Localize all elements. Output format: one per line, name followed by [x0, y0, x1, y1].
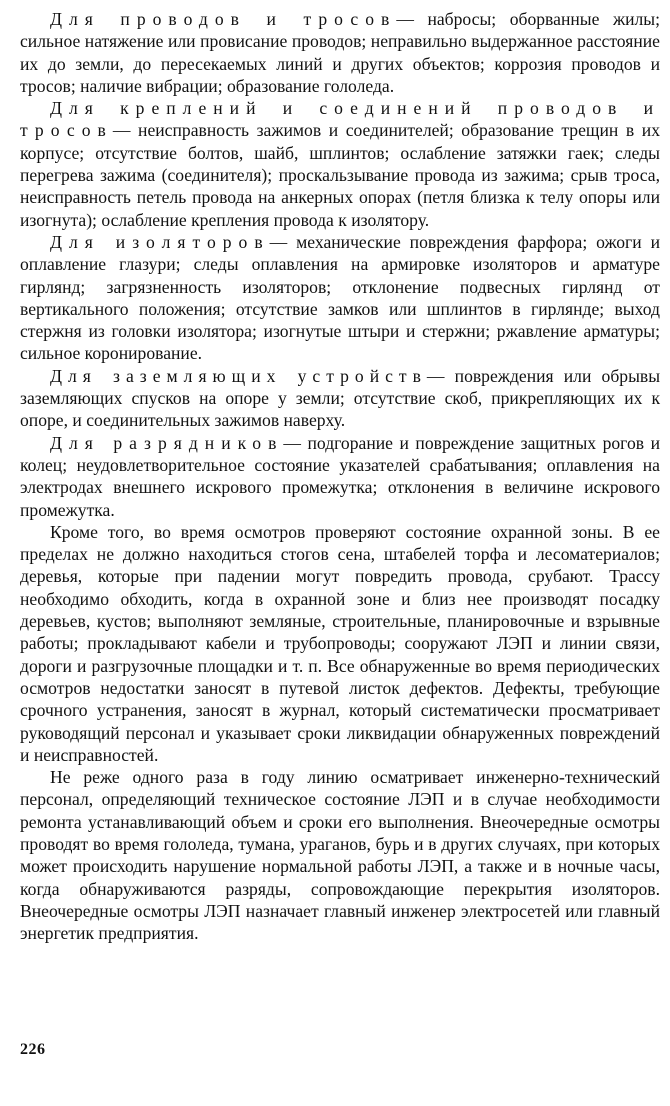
- paragraph-text: — повреждения или обрывы заземляющих спусков на опоре у земли; отсутствие скоб, прикрепляющих их к опоре, и соединительных зажимов наверху.: [20, 365, 661, 431]
- paragraph-text: — неисправность зажимов и соединителей; образование трещин в их корпусе; отсутствие болтов, шайб, шплинтов; ослабление затяжки гаек; следы перегрева зажима (соединителя); проскальзывание провода из зажима; срыв троса, неисправность петель провода на анкерных опорах (петля близка к телу опоры или изогнута); ослабление крепления провода к изолятору.: [20, 120, 660, 230]
- paragraph-protection-zone: [20, 521, 660, 766]
- paragraph-grounding: [20, 365, 660, 432]
- paragraph-lead: Для креплений и соединений проводов и тросов: [20, 98, 660, 141]
- paragraph-lead: Для изоляторов: [50, 231, 270, 252]
- paragraph-lead: Для разрядников: [50, 432, 284, 453]
- paragraph-insulators: [20, 231, 660, 365]
- paragraph-lead: Для заземляющих устройств: [50, 365, 427, 386]
- paragraph-text: Не реже одного раза в году линию осматривает инженерно-технический персонал, определяющий техническое состояние ЛЭП и в случае необходимости ремонта устанавливающий объем и сроки его выполнения. Внеочередные осмотры проводят во время гололеда, тумана, ураганов, бурь и в других случаях, при которых может происходить нарушение нормальной работы ЛЭП, а также и в ночные часы, когда обнаруживаются разряды, сопровождающие перекрытия изоляторов. Внеочередные осмотры ЛЭП назначает главный инженер электросетей или главный энергетик предприятия.: [20, 767, 660, 944]
- page-number: 226: [20, 1041, 46, 1058]
- paragraph-text: — механические повреждения фарфора; ожоги и оплавление глазури; следы оплавления на армировке изоляторов и арматуре гирлянд; загрязненность изоляторов; отклонение подвесных гирлянд от вертикального положения; отсутствие замков или шплинтов в гирлянде; выход стержня из головки изолятора; изогнутые штыри и стержни; ржавление арматуры; сильное коронирование.: [20, 231, 660, 364]
- paragraph-text: — набросы; оборванные жилы; сильное натяжение или провисание проводов; неправильно выдержанное расстояние их до земли, до пересекаемых линий и других объектов; коррозия проводов и тросов; наличие вибрации; образование гололеда.: [20, 9, 661, 96]
- paragraph-text: Кроме того, во время осмотров проверяют состояние охранной зоны. В ее пределах не должно находиться стогов сена, штабелей торфа и лесоматериалов; деревья, которые при падении могут повредить провода, срубают. Трассу необходимо обходить, когда в охранной зоне и близ нее производят посадку деревьев, кустов; выполняют земляные, строительные, планировочные и взрывные работы; прокладывают кабели и трубопроводы; сооружают ЛЭП и линии связи, дороги и разгрузочные площадки и т. п. Все обнаруженные во время периодических осмотров недостатки заносят в путевой листок дефектов. Дефекты, требующие срочного устранения, заносят в журнал, который систематически просматривает руководящий персонал и указывает сроки ликвидации обнаруженных повреждений и неисправностей.: [20, 521, 660, 765]
- paragraph-wires: [20, 8, 660, 97]
- paragraph-text: — подгорание и повреждение защитных рогов и колец; неудовлетворительное состояние указателей срабатывания; оплавления на электродах внешнего искрового промежутка; отклонения в величине искрового промежутка.: [20, 432, 660, 520]
- paragraph-fastenings: [20, 97, 660, 231]
- paragraph-arresters: [20, 432, 660, 521]
- paragraph-inspections: [20, 766, 660, 944]
- paragraph-lead: Для проводов и тросов: [50, 9, 397, 29]
